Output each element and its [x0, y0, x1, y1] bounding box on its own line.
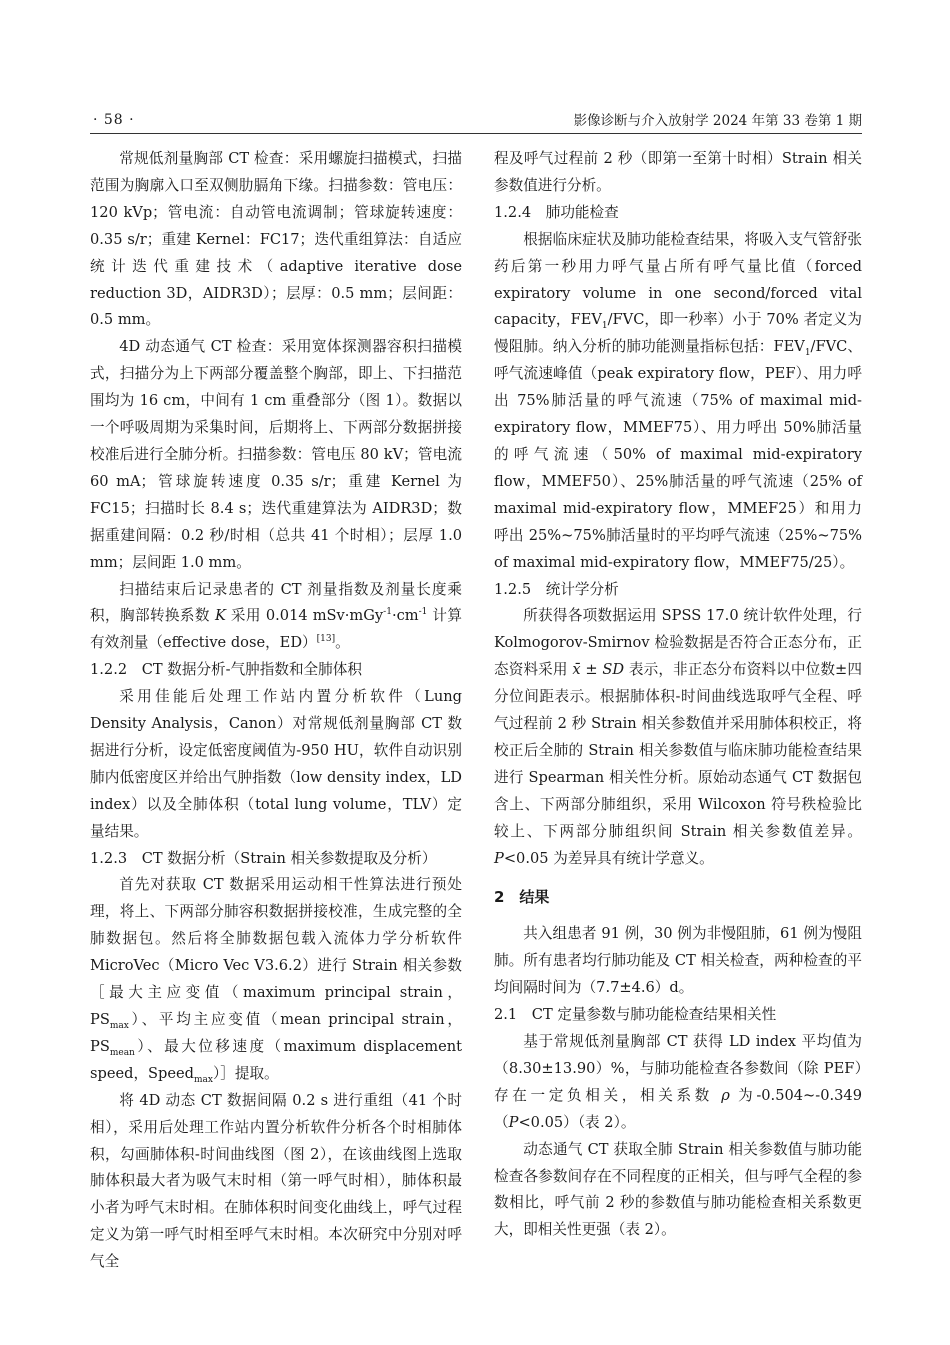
paragraph-continuation: 程及呼气过程前 2 秒（即第一至第十时相）Strain 相关参数值进行分析。: [494, 150, 862, 194]
section-heading-2-1: 2.1 CT 定量参数与肺功能检查结果相关性: [494, 1006, 777, 1024]
paragraph-routine-ct: 常规低剂量胸部 CT 检查：采用螺旋扫描模式，扫描范围为胸廓入口至双侧肋膈角下缘。扫描参数：管电压：120 kVp；管电流：自动管电流调制；管球旋转速度：0.35 s/r；重建 Kernel：FC17；迭代重组算法：自适应统计迭代重建技术（adaptive iterative dose reduction 3D，AIDR3D）；层厚：0.5 mm；层间距：0.5 mm。: [90, 150, 462, 329]
paragraph-strain-correlation: 动态通气 CT 获取全肺 Strain 相关参数值与肺功能检查各参数间存在不同程度的正相关，但与呼气全程的参数相比，呼气前 2 秒的参数值与肺功能检查相关系数更大，即相关性更强（表 2）。: [494, 1140, 862, 1239]
section-heading-1-2-5: 1.2.5 统计学分析: [494, 580, 619, 598]
page-header: [0, 0, 950, 140]
section-heading-results: 2 结果: [494, 888, 550, 907]
section-heading-1-2-2: 1.2.2 CT 数据分析-气肿指数和全肺体积: [90, 661, 362, 679]
journal-title: 影像诊断与介入放射学 2024 年第 33 卷第 1 期: [573, 113, 862, 129]
paragraph-ld-index: 基于常规低剂量胸部 CT 获得 LD index 平均值为（8.30±13.90）%，与肺功能检查各参数间（除 PEF）存在一定负相关，相关系数 ρ 为-0.504~-0.349（P<0.05）（表 2）。: [494, 1033, 862, 1131]
left-column: [90, 146, 462, 1276]
paragraph-4d-ct: 4D 动态通气 CT 检查：采用宽体探测器容积扫描模式，扫描分为上下两部分覆盖整个胸部，即上、下扫描范围均为 16 cm，中间有 1 cm 重叠部分（图 1）。数据以一个呼吸周期为采集时间，后期将上、下两部分数据拼接校准后进行全肺分析。扫描参数：管电压 80 kV；管电流 60 mA；管球旋转速度 0.35 s/r；重建 Kernel 为 FC15；扫描时长 8.4 s；迭代重建算法为 AIDR3D；数据重建间隔：0.2 秒/时相（总共 41 个时相）；层厚 1.0 mm；层间距 1.0 mm。: [90, 338, 462, 571]
paragraph-reconstruction: 将 4D 动态 CT 数据间隔 0.2 s 进行重组（41 个时相），采用后处理工作站内置分析软件分析各个时相肺体积，勾画肺体积-时间曲线图（图 2），在该曲线图上选取肺体积最大者为吸气末时相（第一呼气时相），肺体积最小者为呼气末时相。在肺体积时间变化曲线上，呼气过程定义为第一呼气时相至呼气末时相。本次研究中分别对呼气全: [90, 1091, 462, 1271]
paragraph-lung-density: 采用佳能后处理工作站内置分析软件（Lung Density Analysis，Canon）对常规低剂量胸部 CT 数据进行分析，设定低密度阈值为-950 HU，软件自动识别肺内低密度区并给出气肿指数（low density index，LD index）以及全肺体积（total lung volume，TLV）定量结果。: [90, 688, 462, 840]
page-number: · 58 ·: [93, 112, 135, 128]
section-heading-1-2-3: 1.2.3 CT 数据分析（Strain 相关参数提取及分析）: [90, 849, 437, 867]
right-column: [494, 146, 862, 1244]
header-rule: [90, 133, 862, 134]
paragraph-patients: 共入组患者 91 例，30 例为非慢阻肺，61 例为慢阻肺。所有患者均行肺功能及 CT 相关检查，两种检查的平均间隔时间为（7.7±4.6）d。: [494, 925, 862, 997]
citation-ref: [13]: [316, 634, 336, 645]
paragraph-dose: 扫描结束后记录患者的 CT 剂量指数及剂量长度乘积，胸部转换系数 K 采用 0.014 $mSv\cdot mGy^{-1}\cdot cm^{-1}$ 计算有效剂量（effective dose，ED）[13]。: [90, 580, 462, 652]
paragraph-lung-function: 根据临床症状及肺功能检查结果，将吸入支气管舒张药后第一秒用力呼气量占所有呼气量比值（forced expiratory volume in one second/forced vital capacity，$FEV_1$/FVC，即一秒率）小于 70% 者定义为慢阻肺。纳入分析的肺功能测量指标包括：$FEV_1$/FVC、呼气流速峰值（peak expiratory flow，PEF）、用力呼出 75%肺活量的呼气流速（75% of maximal mid-expiratory flow，MMEF75）、用力呼出 50%肺活量的呼气流速（50% of maximal mid-expiratory flow，MMEF50）、25%肺活量的呼气流速（25% of maximal mid-expiratory flow，MMEF25）和用力呼出 25%~75%肺活量时的平均呼气流速（25%~75% of maximal mid-expiratory flow，MMEF75/25）。: [494, 230, 863, 571]
section-heading-1-2-4: 1.2.4 肺功能检查: [494, 203, 619, 221]
paragraph-statistics: 所获得各项数据运用 SPSS 17.0 统计软件处理，行 Kolmogorov-Smirnov 检验数据是否符合正态分布，正态资料采用 x̄ ± SD 表示，非正态分布资料以中位数±四分位间距表示。根据肺体积-时间曲线选取呼气全程、呼气过程前 2 秒 Strain 相关参数值并采用肺体积校正，将校正后全肺的 Strain 相关参数值与临床肺功能检查结果进行 Spearman 相关性分析。原始动态通气 CT 数据包含上、下两部分肺组织，采用 Wilcoxon 符号秩检验比较上、下两部分肺组织间 Strain 相关参数值差异。P<0.05 为差异具有统计学意义。: [494, 607, 862, 867]
paragraph-strain-extraction: 首先对获取 CT 数据采用运动相干性算法进行预处理，将上、下两部分肺容积数据拼接校准，生成完整的全肺数据包。然后将全肺数据包载入流体力学分析软件 MicroVec（Micro Vec V3.6.2）进行 Strain 相关参数［最大主应变值（maximum principal strain，$PS_{max}$）、平均主应变值（mean principal strain，$PS_{mean}$）、最大位移速度（maximum displacement speed，Speed$_{max}$）］提取。: [90, 876, 462, 1085]
